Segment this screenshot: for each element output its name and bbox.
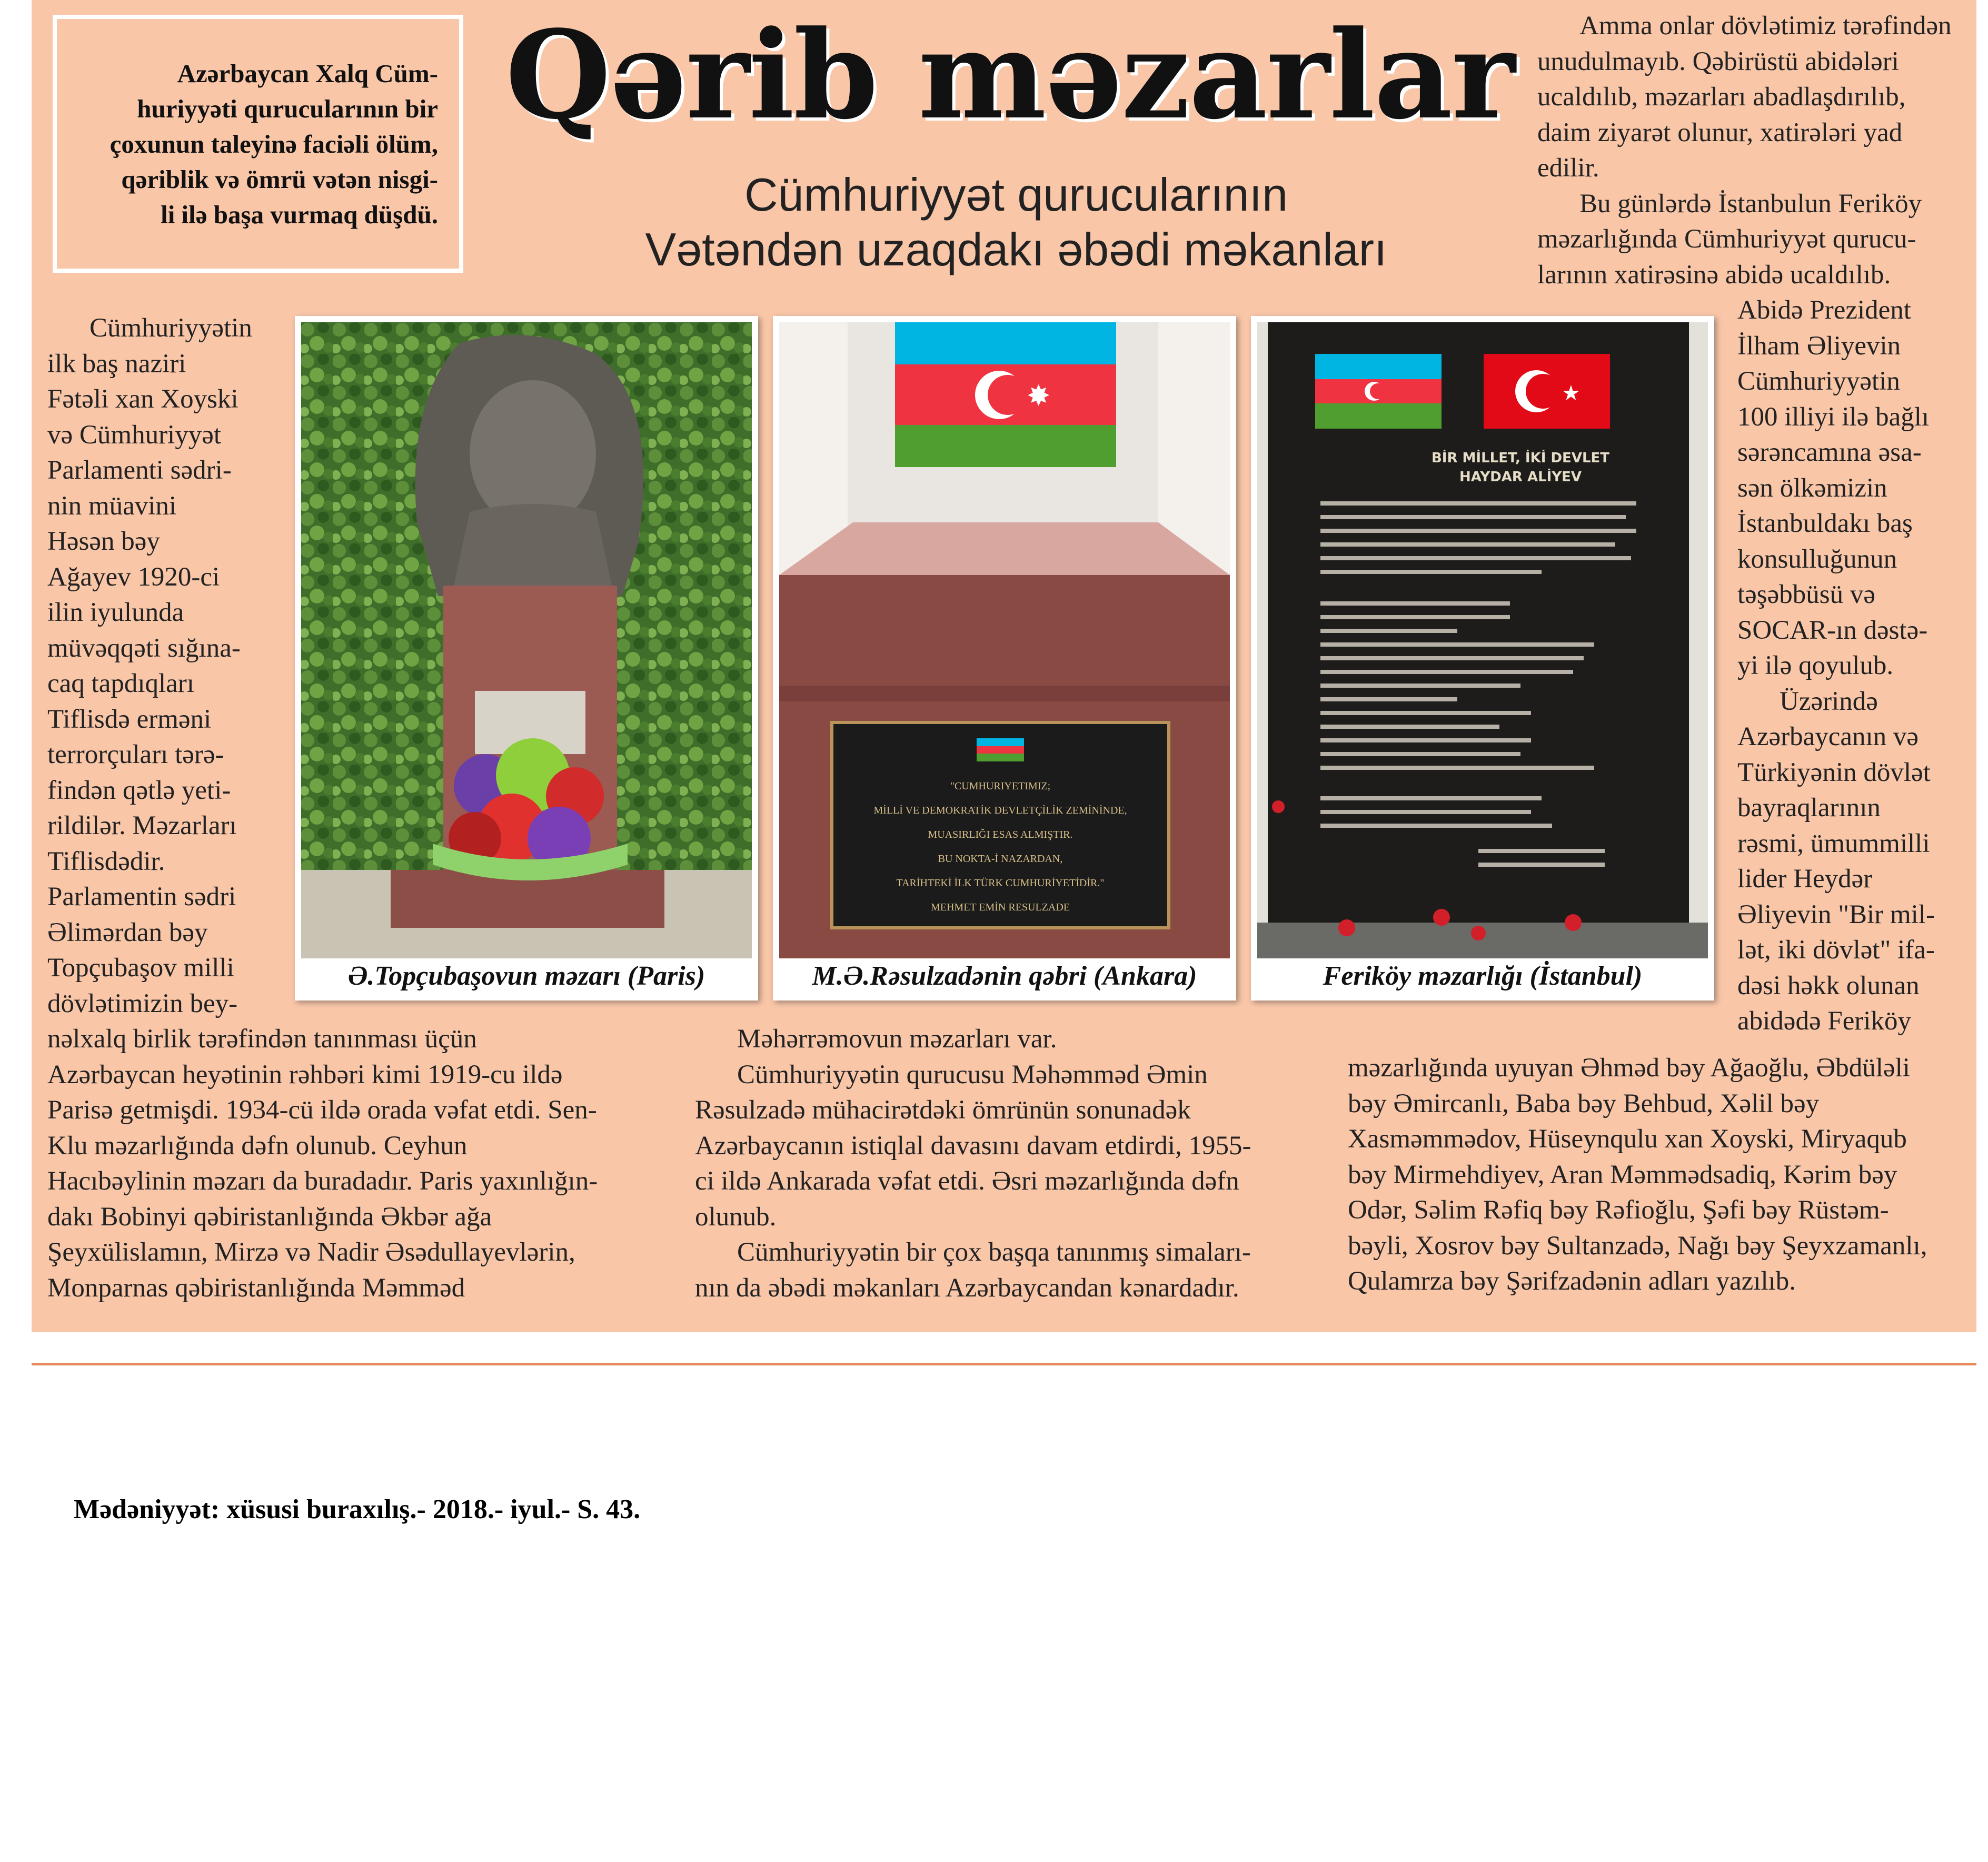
text-line: larının xatirəsinə abidə ucaldılıb. [1537, 260, 1891, 290]
plaque-text [837, 738, 1164, 919]
text-line: bayraqlarının [1737, 793, 1881, 823]
text-line: təşəbbüsü və [1737, 580, 1876, 609]
plaque-line: "CUMHURIYETIMIZ; [950, 780, 1051, 792]
text-line: sən ölkəmizin [1737, 473, 1887, 503]
photo-paris-image [301, 322, 752, 958]
stone-heading [1415, 449, 1626, 487]
text-line: məzarlığında Cümhuriyyət qurucu- [1537, 224, 1916, 254]
text-line: məzarlığında uyuyan Əhməd bəy Ağaoğlu, Əbdüləli [1348, 1053, 1910, 1083]
flag-icon [977, 738, 1024, 761]
plaque-line: TARİHTEKİ İLK TÜRK CUMHURİYETİDİR." [896, 877, 1105, 889]
text-line: abidədə Feriköy [1737, 1006, 1911, 1036]
text-line: Topçubaşov milli [47, 953, 234, 983]
text-line: Tiflisdə erməni [47, 704, 212, 734]
text-line: dakı Bobinyi qəbiristanlığında Əkbər ağa [47, 1202, 492, 1232]
text-line: Qulamrza bəy Şərifzadənin adları yazılıb. [1348, 1266, 1796, 1296]
text-line: daim ziyarət olunur, xatirələri yad [1537, 117, 1903, 147]
text-line: konsulluğunun [1737, 544, 1897, 574]
text-column-right-narrow [1737, 293, 1969, 1039]
lead-line: qəriblik və ömrü vətən nisgi- [121, 165, 438, 194]
source-citation: Mədəniyyət: xüsusi buraxılış.- 2018.- iyul.- S. 43. [74, 1494, 641, 1524]
text-line: Həsən bəy [47, 527, 160, 556]
text-line: rəsmi, ümummilli [1737, 828, 1930, 858]
memorial-stone-illustration [1257, 322, 1708, 958]
text-line: Parisə getmişdi. 1934-cü ildə orada vəfat etdi. Sen- [47, 1095, 597, 1125]
article-title: Qərib məzarlar [505, 4, 1515, 146]
text-line: müvəqqəti sığına- [47, 633, 241, 663]
text-line: Azərbaycan heyətinin rəhbəri kimi 1919-cu ildə [47, 1059, 563, 1090]
text-line: ci ildə Ankarada vəfat etdi. Əsri məzarlığında dəfn [695, 1166, 1239, 1196]
text-column-middle [695, 1022, 1327, 1306]
text-line: caq tapdıqları [47, 669, 194, 698]
text-line: yi ilə qoyulub. [1737, 651, 1894, 680]
photo-ankara [773, 316, 1236, 1001]
text-line: dəsi həkk olunan [1737, 970, 1920, 1001]
text-line: Ağayev 1920-ci [47, 562, 220, 592]
stone-author-line: HAYDAR ALİYEV [1459, 469, 1582, 485]
text-line: Cümhuriyyətin bir çox başqa tanınmış simaları- [737, 1237, 1251, 1267]
text-line: edilir. [1537, 153, 1599, 183]
photo-caption: Feriköy məzarlığı (İstanbul) [1323, 961, 1643, 991]
text-line: 100 illiyi ilə bağlı [1737, 402, 1930, 432]
text-line: Azərbaycanın və [1737, 722, 1919, 751]
photo-caption: M.Ə.Rəsulzadənin qəbri (Ankara) [812, 961, 1197, 991]
text-line: Cümhuriyyətin qurucusu Məhəmməd Əmin [737, 1059, 1208, 1090]
photo-paris [295, 316, 758, 1001]
text-line: Məhərrəmovun məzarları var. [737, 1024, 1057, 1054]
photo-caption: Ə.Topçubaşovun məzarı (Paris) [347, 961, 705, 991]
text-line: Xasməmmədov, Hüseynqulu xan Xoyski, Miryaqub [1348, 1124, 1907, 1154]
text-line: bəyli, Xosrov bəy Sultanzadə, Nağı bəy Şeyxzamanlı, [1348, 1231, 1927, 1261]
text-line: Üzərində [1780, 686, 1878, 716]
text-line: Abidə Prezident [1737, 295, 1911, 325]
text-line: Tiflisdədir. [47, 846, 165, 876]
photo-istanbul-image [1257, 322, 1708, 958]
text-line: Cümhuriyyətin [1737, 367, 1900, 396]
plaque-line: MİLLİ VE DEMOKRATİK DEVLETÇİLİK ZEMİNİNDE, [873, 805, 1127, 816]
text-line: nin müavini [47, 491, 177, 521]
text-line: Şeyxülislamın, Mirzə və Nadir Əsədullayevlərin, [47, 1237, 575, 1267]
text-line: lət, iki dövlət" ifa- [1737, 935, 1935, 965]
text-line: Hacıbəylinin məzarı da buradadır. Paris yaxınlığın- [47, 1166, 598, 1196]
plaque-line: MUASIRLIĞI ESAS ALMIŞTIR. [928, 829, 1073, 840]
text-column-left-wide [47, 1022, 669, 1306]
lead-line: li ilə başa vurmaq düşdü. [161, 200, 438, 229]
text-line: İstanbuldakı baş [1737, 509, 1913, 538]
text-line: terrorçuları tərə- [47, 740, 224, 769]
text-line: sərəncamına əsa- [1737, 438, 1922, 467]
text-line: Monparnas qəbiristanlığında Məmməd [47, 1273, 465, 1303]
text-line: Əlimərdan bəy [47, 917, 208, 947]
photo-ankara-image [779, 322, 1230, 958]
text-line: Əliyevin "Bir mil- [1737, 899, 1935, 929]
text-line: unudulmayıb. Qəbirüstü abidələri [1537, 46, 1899, 76]
text-line: ilk baş naziri [47, 349, 186, 379]
text-line: İlham Əliyevin [1737, 331, 1901, 361]
text-line: bəy Əmircanlı, Baba bəy Behbud, Xəlil bəy [1348, 1088, 1820, 1118]
monument-bust-illustration [301, 322, 752, 958]
text-line: Parlamenti sədri- [47, 455, 232, 485]
text-line: və Cümhuriyyət [47, 420, 222, 450]
text-column-right-top [1537, 8, 1964, 293]
text-line: nın da əbədi məkanları Azərbaycandan kənardadır. [695, 1273, 1239, 1303]
text-line: olunub. [695, 1202, 777, 1232]
flag-stripe-blue [895, 322, 1116, 364]
text-line: dövlətimizin bey- [47, 988, 238, 1018]
text-line: SOCAR-ın dəstə- [1737, 615, 1928, 645]
text-line: Klu məzarlığında dəfn olunub. Ceyhun [47, 1131, 468, 1161]
text-line: Odər, Səlim Rəfiq bəy Rəfioğlu, Şəfi bəy Rüstəm- [1348, 1195, 1889, 1225]
article-subtitle [595, 167, 1437, 277]
lead-box [53, 15, 463, 273]
text-line: bəy Mirmehdiyev, Aran Məmmədsadiq, Kərim bəy [1348, 1160, 1897, 1190]
lead-line: çoxunun taleyinə faciəli ölüm, [110, 130, 438, 159]
text-line: Azərbaycanın istiqlal davasını davam etdirdi, 1955- [695, 1131, 1251, 1161]
text-line: lider Heydər [1737, 864, 1873, 894]
divider-rule [32, 1363, 1976, 1365]
photo-istanbul [1251, 316, 1714, 1001]
text-line: Bu günlərdə İstanbulun Feriköy [1579, 189, 1922, 219]
text-line: Amma onlar dövlətimiz tərəfindən [1579, 11, 1952, 41]
subtitle-line: Vətəndən uzaqdakı əbədi məkanları [645, 223, 1387, 275]
text-line: Cümhuriyyətin [90, 313, 252, 343]
text-line: Fətəli xan Xoyski [47, 384, 238, 414]
subtitle-line: Cümhuriyyət qurucularının [744, 169, 1288, 221]
text-line: ucaldılıb, məzarları abadlaşdırılıb, [1537, 82, 1906, 112]
lead-line: huriyyəti qurucularının bir [137, 94, 438, 123]
lead-line: Azərbaycan Xalq Cüm- [177, 59, 438, 88]
text-line: Rəsulzadə mühacirətdəki ömrünün sonunadək [695, 1095, 1191, 1125]
plaque-line: MEHMET EMİN RESULZADE [930, 902, 1070, 913]
text-line: Parlamentin sədri [47, 882, 236, 912]
text-line: rildilər. Məzarları [47, 811, 237, 840]
star-icon: ★ [1562, 381, 1581, 405]
text-column-right-wide [1348, 1051, 1969, 1300]
text-line: Türkiyənin dövlət [1737, 757, 1931, 787]
text-line: nəlxalq birlik tərəfindən tanınması üçün [47, 1024, 477, 1054]
plaque-line: BU NOKTA-İ NAZARDAN, [938, 853, 1063, 865]
text-line: findən qətlə yeti- [47, 775, 231, 805]
text-column-left-narrow [47, 311, 295, 1022]
star-icon: ✸ [1027, 379, 1051, 412]
stone-heading-line: BİR MİLLET, İKİ DEVLET [1431, 450, 1610, 466]
flag-stripe-green [895, 425, 1116, 467]
text-line: ilin iyulunda [47, 598, 184, 627]
